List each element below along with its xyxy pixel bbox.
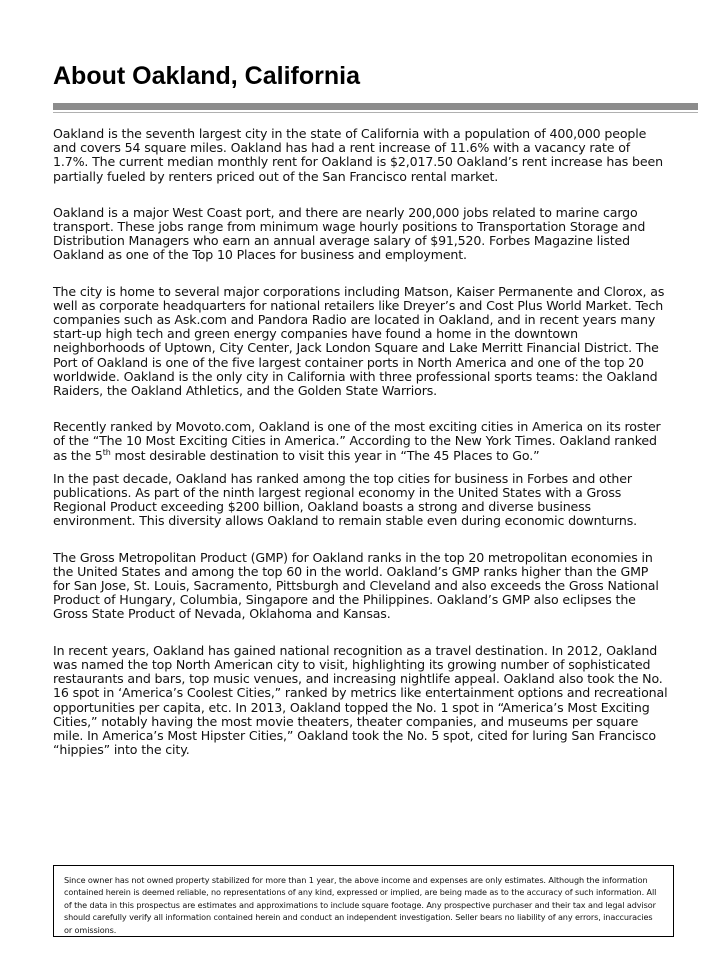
disclaimer-box: Since owner has not owned property stabilized for more than 1 year, the above income and expenses are only estimates. Although the information contained herein is deemed reliable, no representations of any kind, expressed or implied, are being made as to the accuracy of such information. All of the data in this prospectus are estimates and approximations to include square footage. Any prospective purchaser and their tax and legal advisor should carefully verify all information contained herein and conduct an independent investigation. Seller bears no liability of any errors, inaccuracies or omissions. [53, 865, 674, 937]
title-rule-thin [53, 112, 698, 113]
paragraph-port: Oakland is a major West Coast port, and there are nearly 200,000 jobs related to marine cargo transport. These jobs range from minimum wage hourly positions to Transportation Storage and Distribution Managers who earn an annual average salary of $91,520. Forbes Magazine listed Oakland as one of the Top 10 Places for business and employment. [53, 204, 646, 263]
paragraph-corporations: The city is home to several major corporations including Matson, Kaiser Permanente and Clorox, as well as corporate headquarters for national retailers like Dreyer’s and Cost Plus World Market. Tech companies such as Ask.com and Pandora Radio are located in Oakland, and in recent years many start-up high tech and green energy companies have found a home in the downtown neighborhoods of Uptown, City Center, Jack London Square and Lake Merritt Financial District. The Port of Oakland is one of the five largest container ports in North America and one of the top 20 worldwide. Oakland is the only city in California with three professional sports teams: the Oakland Raiders, the Oakland Athletics, and the Golden State Warriors. [53, 283, 665, 399]
paragraph-gmp: The Gross Metropolitan Product (GMP) for Oakland ranks in the top 20 metropolitan economies in the United States and among the top 60 in the world. Oakland’s GMP ranks higher than the GMP for San Jose, St. Louis, Sacramento, Pittsburgh and Cleveland and also exceeds the Gross National Product of Hungary, Columbia, Singapore and the Philippines. Oakland’s GMP also eclipses the Gross State Product of Nevada, Oklahoma and Kansas. [53, 549, 659, 622]
article-body [53, 127, 668, 757]
rankings-ordinal-suffix: th [102, 447, 111, 457]
page-title: About Oakland, California [53, 62, 360, 90]
rankings-text-before: Recently ranked by Movoto.com, Oakland is one of the most exciting cities in America on its roster of the “The 10 Most Exciting Cities in America.” According to the New York Times. Oakland ranked as the 5 [53, 419, 661, 463]
title-rule [53, 103, 698, 110]
paragraph-population: Oakland is the seventh largest city in the state of California with a population of 400,000 people and covers 54 square miles. Oakland has had a rent increase of 11.6% with a vacancy rate of 1.7%. The current median monthly rent for Oakland is $2,017.50 Oakland’s rent increase has been partially fueled by renters priced out of the San Francisco rental market. [53, 126, 663, 184]
rankings-text-after: most desirable destination to visit this year in “The 45 Places to Go.” [110, 447, 540, 463]
paragraph-business: In the past decade, Oakland has ranked among the top cities for business in Forbes and other publications. As part of the ninth largest regional economy in the United States with a Gross Regional Product exceeding $200 billion, Oakland boasts a strong and diverse business environment. This diversity allows Oakland to remain stable even during economic downturns. [53, 470, 637, 529]
paragraph-travel: In recent years, Oakland has gained national recognition as a travel destination. In 2012, Oakland was named the top North American city to visit, highlighting its growing number of sophisticated restaurants and bars, top music venues, and increasing nightlife appeal. Oakland also took the No. 16 spot in ‘America’s Coolest Cities,” ranked by metrics like entertainment options and recreational opportunities per capita, etc. In 2013, Oakland topped the No. 1 spot in “America’s Most Exciting Cities,” notably having the most movie theaters, theater companies, and museums per square mile. In America’s Most Hipster Cities,” Oakland took the No. 5 spot, cited for luring San Francisco “hippies” into the city. [53, 642, 668, 758]
paragraph-rankings [53, 420, 668, 463]
